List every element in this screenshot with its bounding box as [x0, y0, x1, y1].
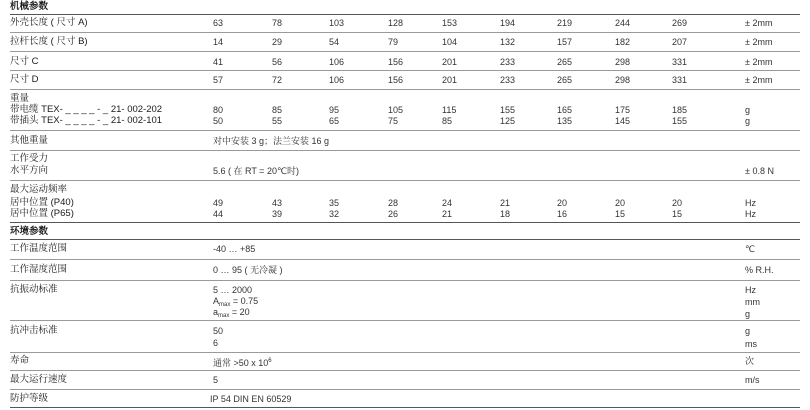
cell-value: 132 [500, 37, 516, 47]
row-label: 尺寸 D [10, 74, 39, 85]
cell-value: 28 [388, 198, 399, 208]
cell-value: 265 [557, 57, 573, 67]
cell-value: 5 … 2000 [213, 285, 253, 295]
cell-value: 21 [500, 198, 511, 208]
cell-value: 106 [329, 57, 345, 67]
cell-value: 18 [500, 209, 511, 219]
cell-value: 201 [442, 57, 458, 67]
cell-unit: g [745, 105, 751, 115]
cell-value: 95 [329, 105, 340, 115]
cell-value: 49 [213, 198, 224, 208]
cell-value: 35 [329, 198, 340, 208]
cell-value: 29 [272, 37, 283, 47]
cell-unit: Hz [745, 198, 756, 208]
cell-unit: ± 0.8 N [745, 166, 774, 176]
cell-value: 201 [442, 75, 458, 85]
cell-value: 125 [500, 116, 516, 126]
cell-value: 156 [388, 75, 404, 85]
cell-unit: ± 2mm [745, 37, 773, 47]
cell-value: 57 [213, 75, 224, 85]
cell-value: 157 [557, 37, 573, 47]
cell-unit: Hz [745, 285, 756, 295]
cell-value: 对中安装 3 g；法兰安装 16 g [213, 136, 330, 146]
cell-value: 155 [672, 116, 688, 126]
cell-unit: 次 [745, 356, 755, 366]
cell-value: 145 [615, 116, 631, 126]
divider [10, 130, 800, 131]
cell-value: 55 [272, 116, 283, 126]
cell-value: 43 [272, 198, 283, 208]
cell-value: 265 [557, 75, 573, 85]
cell-unit: % R.H. [745, 265, 774, 275]
row-label: 抗冲击标准 [10, 325, 58, 336]
row-label: 寿命 [10, 355, 30, 366]
cell-value: 0 … 95 ( 无冷凝 ) [213, 265, 283, 275]
cell-value: 219 [557, 18, 573, 28]
cell-value: 26 [388, 209, 399, 219]
cell-unit: mm [745, 297, 760, 307]
cell-value: 75 [388, 116, 399, 126]
cell-value: 5.6 ( 在 RT = 20℃时) [213, 166, 300, 176]
row-label: 工作湿度范围 [10, 264, 68, 275]
divider [10, 14, 800, 15]
cell-value: 175 [615, 105, 631, 115]
row-label: 防护等级 [10, 393, 49, 404]
cell-value: 20 [557, 198, 568, 208]
section-title-environment: 环境参数 [10, 226, 49, 237]
row-label: 工作受力 [10, 153, 49, 164]
cell-unit: g [745, 326, 751, 336]
row-label: 尺寸 C [10, 56, 39, 67]
cell-value: $a_{max} = 20$ [213, 307, 250, 319]
cell-value: 165 [557, 105, 573, 115]
row-label: 带电缆 TEX- _ _ _ _ - _ 21- 002-202 [10, 104, 163, 115]
weight-title: 重量 [10, 93, 30, 104]
cell-unit: ℃ [745, 244, 756, 254]
cell-value: 54 [329, 37, 340, 47]
cell-value: 16 [557, 209, 568, 219]
divider [10, 150, 800, 151]
row-label: 水平方向 [10, 165, 49, 176]
cell-value: 233 [500, 75, 516, 85]
cell-value: 298 [615, 75, 631, 85]
cell-value: 298 [615, 57, 631, 67]
row-label: 最大运行速度 [10, 374, 68, 385]
divider [10, 389, 800, 390]
divider [10, 352, 800, 353]
row-label: 工作温度范围 [10, 243, 68, 254]
cell-value: 104 [442, 37, 458, 47]
cell-value: 32 [329, 209, 340, 219]
cell-value: 80 [213, 105, 224, 115]
divider [10, 280, 800, 281]
cell-value: 105 [388, 105, 404, 115]
cell-value: 72 [272, 75, 283, 85]
divider [10, 180, 800, 181]
cell-value: 44 [213, 209, 224, 219]
cell-unit: Hz [745, 209, 756, 219]
cell-value: 115 [442, 105, 457, 115]
row-label: 带插头 TEX- _ _ _ _ - _ 21- 002-101 [10, 115, 163, 126]
cell-value: IP 54 DIN EN 60529 [210, 394, 292, 404]
divider [10, 259, 800, 260]
cell-value: 128 [388, 18, 404, 28]
cell-value: 194 [500, 18, 516, 28]
cell-value: $A_{max} = 0.75$ [213, 296, 259, 308]
cell-value: 63 [213, 18, 224, 28]
cell-value: 通常 >50 x $10^6$ [213, 358, 272, 368]
cell-value: 233 [500, 57, 516, 67]
row-label: 外壳长度 ( 尺寸 A) [10, 17, 88, 28]
cell-value: 50 [213, 326, 224, 336]
frequency-title: 最大运动频率 [10, 184, 68, 195]
cell-value: 20 [672, 198, 683, 208]
cell-value: 156 [388, 57, 404, 67]
cell-unit: ± 2mm [745, 57, 773, 67]
cell-value: 41 [213, 57, 224, 67]
cell-value: 65 [329, 116, 340, 126]
cell-value: 24 [442, 198, 453, 208]
row-label: 拉杆长度 ( 尺寸 B) [10, 36, 88, 47]
cell-value: 85 [272, 105, 283, 115]
divider [10, 239, 800, 240]
cell-value: 269 [672, 18, 688, 28]
cell-value: 78 [272, 18, 283, 28]
cell-value: 135 [557, 116, 573, 126]
cell-unit: ± 2mm [745, 18, 773, 28]
row-label: 居中位置 (P40) [10, 197, 74, 208]
cell-value: 39 [272, 209, 283, 219]
cell-unit: g [745, 116, 751, 126]
cell-value: 50 [213, 116, 224, 126]
cell-unit: m/s [745, 375, 760, 385]
divider [10, 370, 800, 371]
cell-value: 21 [442, 209, 453, 219]
section-title-mechanical: 机械参数 [10, 1, 49, 12]
cell-value: 182 [615, 37, 631, 47]
cell-value: 20 [615, 198, 626, 208]
cell-value: 6 [213, 338, 219, 348]
cell-value: 85 [442, 116, 453, 126]
cell-unit: ms [745, 339, 757, 349]
cell-value: 5 [213, 375, 219, 385]
cell-value: 244 [615, 18, 631, 28]
cell-value: 331 [672, 75, 688, 85]
divider [10, 407, 800, 408]
cell-value: 155 [500, 105, 516, 115]
cell-value: 56 [272, 57, 283, 67]
row-label: 抗振动标准 [10, 284, 58, 295]
divider [10, 89, 800, 90]
row-label: 其他重量 [10, 135, 49, 146]
cell-value: 185 [672, 105, 688, 115]
cell-value: -40 … +85 [213, 244, 256, 254]
row-label: 居中位置 (P65) [10, 208, 74, 219]
cell-value: 79 [388, 37, 399, 47]
cell-unit: ± 2mm [745, 75, 773, 85]
cell-value: 153 [442, 18, 458, 28]
divider [10, 32, 800, 33]
divider [10, 320, 800, 321]
cell-unit: g [745, 309, 751, 319]
cell-value: 207 [672, 37, 688, 47]
divider [10, 70, 800, 71]
cell-value: 14 [213, 37, 224, 47]
cell-value: 106 [329, 75, 345, 85]
divider [10, 51, 800, 52]
divider [10, 222, 800, 223]
cell-value: 331 [672, 57, 688, 67]
cell-value: 15 [615, 209, 626, 219]
cell-value: 103 [329, 18, 345, 28]
cell-value: 15 [672, 209, 683, 219]
